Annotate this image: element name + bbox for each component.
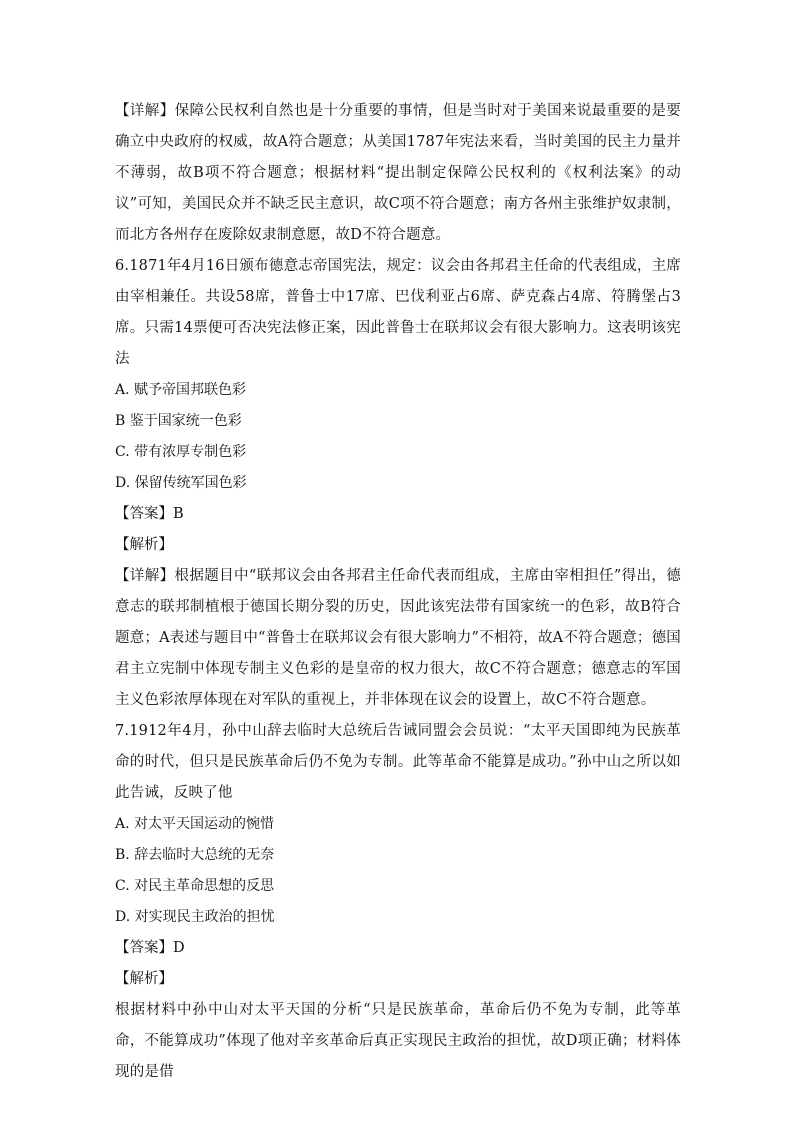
q6-explanation: 【详解】根据题目中“联邦议会由各邦君主任命代表而组成，主席由宰相担任”得出，德意志的联邦制植根于德国长期分裂的历史，因此该宪法带有国家统一的色彩，故B符合题意；A表述与题目中“普鲁士在联邦议会有很大影响力”不相符，故A不符合题意；德国君主立宪制中体现专制主义色彩的是皇帝的权力很大，故C不符合题意；德意志的军国主义色彩浓厚体现在对军队的重视上，并非体现在议会的设置上，故C不符合题意。 [115,568,681,708]
explanation-paragraph-q5: 【详解】保障公民权利自然也是十分重要的事情，但是当时对于美国来说最重要的是要确立中央政府的权威，故A符合题意；从美国1787年宪法来看，当时美国的民主力量并不薄弱，故B项不符合题意；根据材料“提出制定保障公民权利的《权利法案》的动议”可知，美国民众并不缺乏民主意识，故C项不符合题意；南方各州主张维护奴隶制，而北方各州存在废除奴隶制意愿，故D不符合题意。 [115,103,681,243]
q7-option-d: D. 对实现民主政治的担忧 [115,909,275,925]
q7-option-c: C. 对民主革命思想的反思 [115,878,275,894]
q6-option-a: A. 赋予帝国邦联色彩 [115,382,247,398]
q6-option-c: C. 带有浓厚专制色彩 [115,444,247,460]
q6-option-b: B 鉴于国家统一色彩 [115,413,242,429]
q6-analysis-heading: 【解析】 [115,537,173,553]
q7-option-a: A. 对太平天国运动的惋惜 [115,816,275,832]
question-6-stem: 6.1871年4月16日颁布德意志帝国宪法，规定：议会由各邦君主任命的代表组成，主席由宰相兼任。共设58席，普鲁士中17席、巴伐利亚占6席、萨克森占4席、符腾堡占3席。只需14票便可否决宪法修正案，因此普鲁士在联邦议会有很大影响力。这表明该宪法 [115,258,681,367]
document-body [115,96,681,1088]
q7-analysis-heading: 【解析】 [115,971,173,987]
q7-explanation: 根据材料中孙中山对太平天国的分析“只是民族革命，革命后仍不免为专制，此等革命，不能算成功”体现了他对辛亥革命后真正实现民主政治的担忧，故D项正确；材料体现的是借 [115,1002,681,1080]
q7-option-b: B. 辞去临时大总统的无奈 [115,847,275,863]
q7-answer: 【答案】D [115,940,185,956]
q6-answer: 【答案】B [115,506,184,522]
question-7-stem: 7.1912年4月，孙中山辞去临时大总统后告诫同盟会会员说：“太平天国即纯为民族革命的时代，但只是民族革命后仍不免为专制。此等革命不能算是成功。”孙中山之所以如此告诫，反映了他 [115,723,681,801]
q6-option-d: D. 保留传统军国色彩 [115,475,247,491]
